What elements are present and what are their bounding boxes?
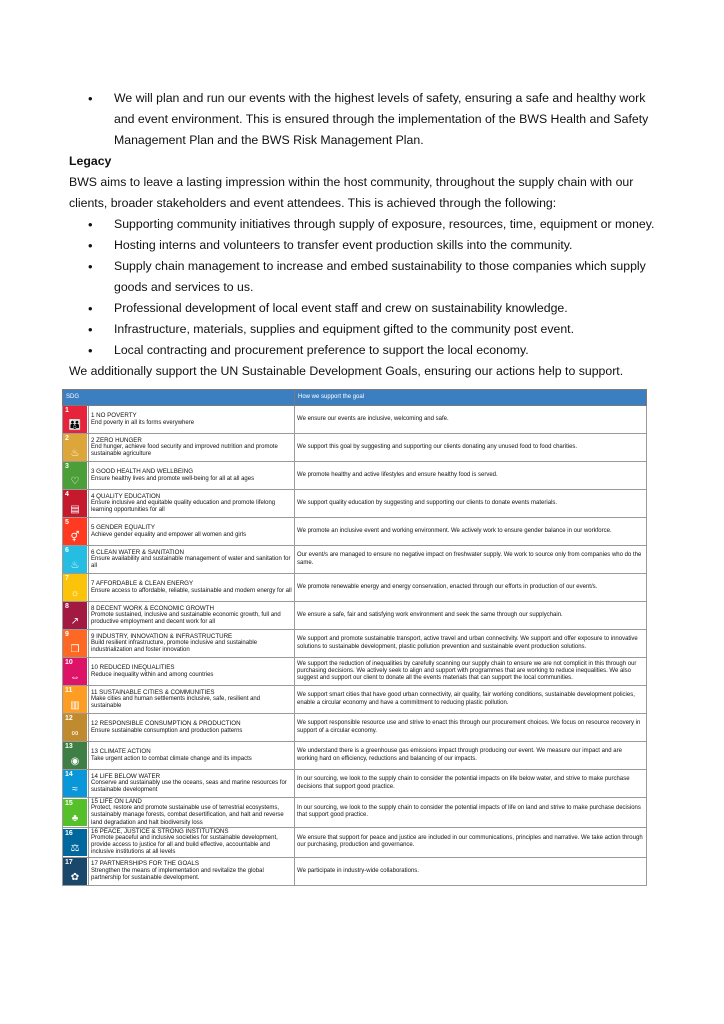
sdg-tile: [63, 686, 87, 713]
sdg-goal-description: Protect, restore and promote sustainable use of terrestrial ecosystems, sustainably manage forests, combat desertification, and halt and reverse land degradation and halt biodiversity loss: [91, 805, 284, 826]
equals-icon: ⇔: [70, 672, 80, 683]
sdg-goal-title: 1 NO POVERTY: [91, 412, 137, 420]
sdg-support-cell: [295, 827, 647, 857]
sdg-tile: [63, 630, 87, 657]
sdg-support-cell: [295, 434, 647, 462]
table-row: [63, 714, 647, 742]
sdg-support-text: We promote healthy and active lifestyles and ensure healthy food is served.: [297, 471, 498, 478]
sdg-support-text: We support and promote sustainable transport, active travel and urban connectivity. We support and offer exposure to innovative solutions to sustainable development, plastic pollution prevention and sustainable event production solutions.: [297, 636, 638, 650]
sdg-icon-cell: [63, 770, 89, 798]
sdg-icon-cell: [63, 462, 89, 490]
sdg-goal-cell: [89, 546, 295, 574]
sdg-goal-description: Reduce inequality within and among countries: [91, 671, 214, 678]
sdg-goal-title: 14 LIFE BELOW WATER: [91, 772, 161, 780]
column-header-support: How we support the goal: [295, 390, 647, 406]
sdg-number: 10: [65, 659, 73, 666]
sdg-goal-title: 15 LIFE ON LAND: [91, 798, 142, 805]
sdg-goal-cell: [89, 602, 295, 630]
sdg-goal-cell: [89, 406, 295, 434]
eye-globe-icon: ◉: [70, 756, 80, 767]
sdg-goal-title: 9 INDUSTRY, INNOVATION & INFRASTRUCTURE: [91, 632, 233, 640]
table-row: [63, 462, 647, 490]
intro-bullet-list: [69, 88, 659, 151]
table-row: [63, 686, 647, 714]
sdg-goal-description: Build resilient infrastructure, promote inclusive and sustainable industrialization and foster innovation: [91, 639, 258, 654]
table-row: [63, 630, 647, 658]
gender-icon: ⚥: [70, 532, 80, 543]
sdg-goal-title: 3 GOOD HEALTH AND WELLBEING: [91, 468, 194, 476]
sdg-number: 15: [65, 799, 73, 807]
sdg-goal-cell: [89, 798, 295, 828]
sdg-icon-cell: [63, 602, 89, 630]
sdg-goal-title: 7 AFFORDABLE & CLEAN ENERGY: [91, 580, 194, 588]
sdg-support-text: We support the reduction of inequalities by carefully scanning our supply chain to ensure we are not complicit in this through our purchasing decisions. We actively seek to align and support with programmes that are working to reduce inequalities. We also suggest and support our client to donate all the events materials that can support the local communities.: [297, 660, 637, 682]
sdg-number: 16: [65, 829, 73, 837]
sdg-support-text: Our event/s are managed to ensure no negative impact on freshwater supply. We work to source only from companies who do the same.: [297, 552, 642, 566]
sdg-number: 8: [65, 603, 69, 610]
sdg-number: 5: [65, 519, 69, 526]
sdg-icon-cell: [63, 630, 89, 658]
table-row: [63, 518, 647, 546]
sdg-goal-title: 13 CLIMATE ACTION: [91, 748, 151, 756]
bowl-icon: ♨: [70, 448, 80, 459]
sdg-support-text: We support responsible resource use and strive to enact this through our procurement choices. We focus on resource recovery in support of a circular economy.: [297, 720, 641, 734]
sdg-tile: [63, 546, 87, 573]
fish-icon: ≈: [72, 784, 78, 795]
sdg-goal-cell: [89, 490, 295, 518]
table-row: [63, 434, 647, 462]
sdg-number: 4: [65, 491, 69, 498]
sdg-support-cell: [295, 406, 647, 434]
sdg-support-text: We understand there is a greenhouse gas emissions impact through producing our event. We measure our impact and are working hard on efficiency, reductions and balancing of our impacts.: [297, 748, 622, 762]
table-row: [63, 770, 647, 798]
table-row: [63, 574, 647, 602]
sdg-tile: [63, 490, 87, 517]
sdg-support-text: We promote renewable energy and energy conservation, enacted through our efforts in production of our event/s.: [297, 583, 598, 590]
sdg-goal-title: 16 PEACE, JUSTICE & STRONG INSTITUTIONS: [91, 827, 229, 835]
sdg-support-cell: [295, 574, 647, 602]
sdg-number: 14: [65, 771, 73, 778]
sdg-icon-cell: [63, 798, 89, 828]
sdg-support-text: We ensure a safe, fair and satisfying work environment and seek the same through our supplychain.: [297, 611, 563, 618]
table-row: [63, 546, 647, 574]
sdg-support-text: We participate in industry-wide collaborations.: [297, 867, 419, 874]
sdg-goal-description: Take urgent action to combat climate change and its impacts: [91, 755, 252, 762]
sdg-goal-description: Make cities and human settlements inclusive, safe, resilient and sustainable: [91, 695, 261, 710]
heartbeat-icon: ♡: [70, 476, 80, 487]
sdg-number: 6: [65, 547, 69, 554]
infinity-icon: ∞: [71, 728, 79, 739]
table-body: [63, 406, 647, 886]
sdg-icon-cell: [63, 490, 89, 518]
list-item: • Supply chain management to increase and embed sustainability to those companies which supply goods and services to us.: [69, 256, 659, 298]
sdg-number: 7: [65, 575, 69, 582]
sdg-icon-cell: [63, 827, 89, 857]
section-heading: Legacy: [69, 154, 112, 168]
sdg-icon-cell: [63, 518, 89, 546]
list-item: • Hosting interns and volunteers to transfer event production skills into the community.: [69, 235, 659, 256]
sdg-number: 9: [65, 631, 69, 638]
table-row: [63, 742, 647, 770]
sdg-support-cell: [295, 714, 647, 742]
legacy-bullet-list: [69, 214, 659, 361]
table-header-row: [63, 390, 647, 406]
sdg-goal-cell: [89, 434, 295, 462]
sdg-icon-cell: [63, 714, 89, 742]
sdg-goal-title: 11 SUSTAINABLE CITIES & COMMUNITIES: [91, 688, 215, 696]
sdg-tile: [63, 829, 87, 856]
sdg-icon-cell: [63, 742, 89, 770]
sdg-goal-cell: [89, 857, 295, 885]
sdg-tile: [63, 518, 87, 545]
column-header-sdg: SDG: [63, 390, 295, 406]
sdg-goal-cell: [89, 574, 295, 602]
sdg-number: 17: [65, 858, 73, 866]
sdg-number: 3: [65, 463, 69, 470]
sdg-number: 2: [65, 435, 69, 442]
sdg-goal-title: 2 ZERO HUNGER: [91, 436, 142, 444]
sdg-goal-cell: [89, 630, 295, 658]
sdg-tile: [63, 406, 87, 433]
sdg-goal-cell: [89, 686, 295, 714]
table-row: [63, 857, 647, 885]
sdg-support-cell: [295, 742, 647, 770]
sdg-goal-cell: [89, 827, 295, 857]
water-icon: ♨: [70, 560, 80, 571]
sdg-support-cell: [295, 602, 647, 630]
sdg-number: 11: [65, 687, 73, 694]
sdg-tile: [63, 858, 87, 885]
sdg-icon-cell: [63, 546, 89, 574]
table-row: [63, 406, 647, 434]
sdg-goal-title: 8 DECENT WORK & ECONOMIC GROWTH: [91, 604, 214, 612]
sdg-tile: [63, 799, 87, 826]
sdg-support-text: In our sourcing, we look to the supply chain to consider the potential impacts on life below water, and strive to make purchase decisions that support good practice.: [297, 776, 630, 790]
sdg-goal-title: 4 QUALITY EDUCATION: [91, 492, 161, 500]
sdg-tile: [63, 742, 87, 769]
sdg-support-cell: [295, 490, 647, 518]
sdg-support-cell: [295, 770, 647, 798]
sdg-goal-cell: [89, 714, 295, 742]
list-item: • Infrastructure, materials, supplies and equipment gifted to the community post event.: [69, 319, 659, 340]
sdg-number: 1: [65, 407, 69, 414]
list-item: • We will plan and run our events with the highest levels of safety, ensuring a safe and healthy work and event environment. This is ensured through the implementation of the BWS Health and Safety Management Plan and the BWS Risk Management Plan.: [69, 88, 659, 151]
sdg-goal-cell: [89, 518, 295, 546]
sdg-support-text: We ensure that support for peace and justice are included in our communications, principles and narrative. We take action through our purchasing, production and governance.: [297, 835, 643, 849]
sdg-icon-cell: [63, 574, 89, 602]
sdg-goal-cell: [89, 770, 295, 798]
sdg-tile: [63, 462, 87, 489]
family-icon: 👪: [68, 420, 82, 431]
sdg-icon-cell: [63, 857, 89, 885]
sdg-tile: [63, 574, 87, 601]
sdg-support-cell: [295, 546, 647, 574]
sdg-goal-description: Conserve and sustainably use the oceans, seas and marine resources for sustainable development: [91, 779, 287, 794]
sdg-support-cell: [295, 798, 647, 828]
sdg-icon-cell: [63, 434, 89, 462]
sdg-tile: [63, 434, 87, 461]
paragraph: BWS aims to leave a lasting impression within the host community, throughout the supply chain with our clients, broader stakeholders and event attendees. This is achieved through the following:: [69, 175, 634, 210]
sdg-support-text: We support this goal by suggesting and supporting our clients donating any unused food to food charities.: [297, 443, 578, 450]
sdg-goal-description: Strengthen the means of implementation and revitalize the global partnership for sustainable development.: [91, 867, 264, 881]
sdg-support-text: We promote an inclusive event and working environment. We actively work to ensure gender balance in our workforce.: [297, 527, 612, 534]
sdg-goal-cell: [89, 658, 295, 686]
sdg-support-text: We support quality education by suggesting and supporting our clients to donate events materials.: [297, 499, 558, 506]
sdg-goal-description: Promote sustained, inclusive and sustainable economic growth, full and productive employment and decent work for all: [91, 611, 281, 626]
sdg-tile: [63, 602, 87, 629]
sdg-goal-cell: [89, 462, 295, 490]
sdg-goal-title: 5 GENDER EQUALITY: [91, 524, 155, 532]
sdg-support-cell: [295, 518, 647, 546]
sdg-icon-cell: [63, 686, 89, 714]
sdg-goal-description: Achieve gender equality and empower all women and girls: [91, 531, 247, 538]
sdg-goal-description: Ensure healthy lives and promote well-being for all at all ages: [91, 475, 255, 482]
city-icon: ▥: [70, 700, 80, 711]
table-row: [63, 658, 647, 686]
sdg-tile: [63, 714, 87, 741]
sdg-goal-description: End poverty in all its forms everywhere: [91, 419, 195, 426]
sdg-support-text: In our sourcing, we look to the supply chain to consider the potential impacts of life on land and strive to make purchase decisions that support good practice.: [297, 805, 641, 819]
sdg-goal-description: End hunger, achieve food security and improved nutrition and promote sustainable agriculture: [91, 443, 278, 458]
sdg-goal-description: Ensure inclusive and equitable quality education and promote lifelong learning opportunities for all: [91, 499, 276, 514]
list-item: • Supporting community initiatives through supply of exposure, resources, time, equipment or money.: [69, 214, 659, 235]
sdg-goal-title: 17 PARTNERSHIPS FOR THE GOALS: [91, 860, 199, 868]
sdg-goal-title: 6 CLEAN WATER & SANITATION: [91, 548, 184, 556]
sdg-goal-title: 10 REDUCED INEQUALITIES: [91, 664, 175, 672]
dove-icon: ⚖: [70, 842, 80, 854]
list-item: • Local contracting and procurement preference to support the local economy.: [69, 340, 659, 361]
sdg-goal-description: Ensure access to affordable, reliable, sustainable and modern energy for all: [91, 587, 292, 594]
book-icon: ▤: [70, 504, 80, 515]
sdg-goal-description: Ensure sustainable consumption and production patterns: [91, 727, 243, 734]
rings-icon: ✿: [70, 871, 80, 883]
sdg-tile: [63, 658, 87, 685]
sun-icon: ☼: [70, 588, 80, 599]
sdg-goal-title: 12 RESPONSIBLE CONSUMPTION & PRODUCTION: [91, 720, 241, 728]
sdg-icon-cell: [63, 406, 89, 434]
table-row: [63, 602, 647, 630]
sdg-support-cell: [295, 658, 647, 686]
sdg-goal-description: Promote peaceful and inclusive societies for sustainable development, provide access to justice for all and build effective, accountable and inclusive institutions at all levels: [91, 835, 278, 856]
sdg-icon-cell: [63, 658, 89, 686]
sdg-support-text: We support smart cities that have good urban connectivity, air quality, fair working conditions, sustainable development policies, enable a circular economy and have a commitment to reducing plastic pollution.: [297, 692, 635, 706]
growth-chart-icon: ↗: [70, 616, 80, 627]
sdg-number: 12: [65, 715, 73, 722]
sdg-goal-cell: [89, 742, 295, 770]
table-row: [63, 827, 647, 857]
table-row: [63, 798, 647, 828]
tree-icon: ♣: [71, 812, 79, 824]
paragraph: We additionally support the UN Sustainable Development Goals, ensuring our actions help to support.: [69, 364, 624, 378]
sdg-tile: [63, 770, 87, 797]
body-text: [69, 88, 659, 382]
sdg-goal-description: Ensure availability and sustainable management of water and sanitation for all: [91, 555, 291, 570]
sdg-support-text: We ensure our events are inclusive, welcoming and safe.: [297, 415, 449, 422]
sdg-support-cell: [295, 462, 647, 490]
sdg-support-cell: [295, 857, 647, 885]
sdg-support-cell: [295, 630, 647, 658]
list-item: • Professional development of local event staff and crew on sustainability knowledge.: [69, 298, 659, 319]
sdg-support-cell: [295, 686, 647, 714]
sdg-table: [62, 389, 647, 886]
table-row: [63, 490, 647, 518]
cubes-icon: ❒: [70, 644, 80, 655]
sdg-number: 13: [65, 743, 73, 750]
